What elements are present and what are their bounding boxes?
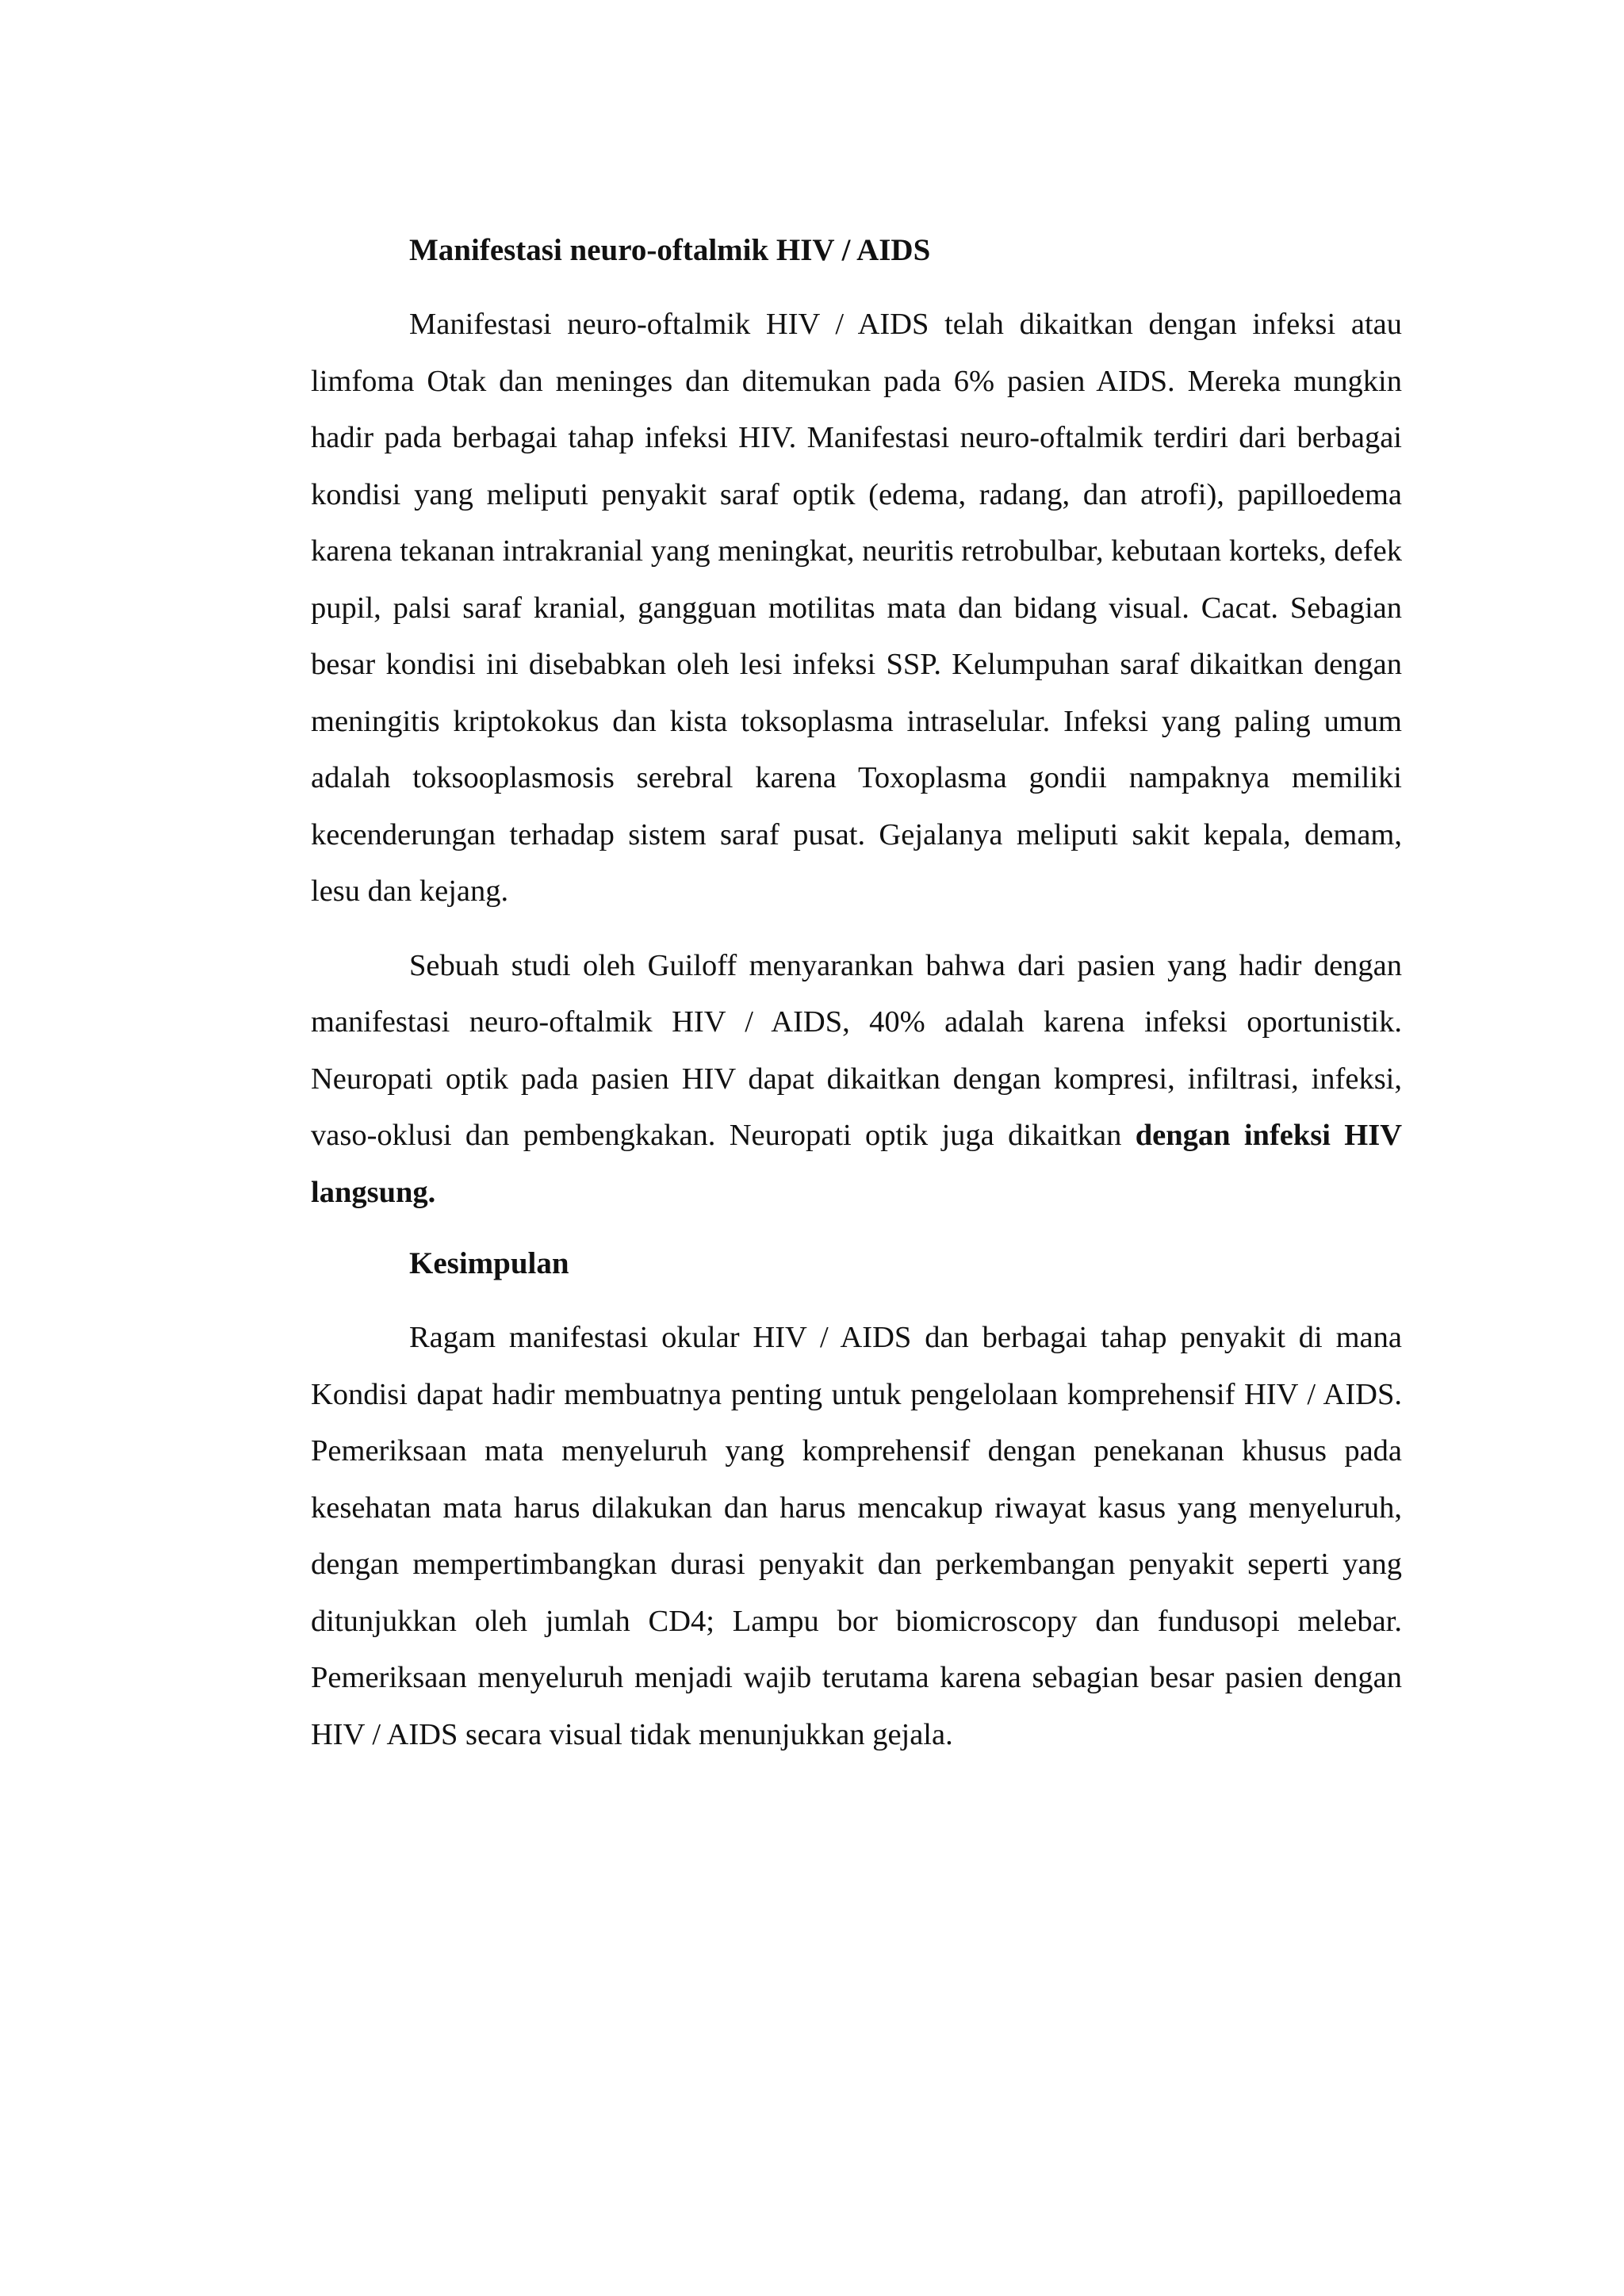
paragraph-guiloff-study-text: Sebuah studi oleh Guiloff menyarankan bahwa dari pasien yang hadir dengan manifestasi neuro-oftalmik HIV / AIDS, 40% adalah karena infeksi oportunistik. Neuropati optik pada pasien HIV dapat dikaitkan dengan kompresi, infiltrasi, infeksi, vaso-oklusi dan pembengkakan. Neuropati optik juga dikaitkan [311, 948, 1402, 1152]
section-heading-neuro-ophthalmic: Manifestasi neuro-oftalmik HIV / AIDS [409, 233, 931, 267]
section-heading-conclusion: Kesimpulan [409, 1246, 569, 1280]
paragraph-guiloff-study [311, 938, 1402, 1222]
paragraph-guiloff-study-bold-text: dengan infeksi HIV langsung. [311, 1119, 1402, 1209]
document-body [311, 225, 1402, 1763]
paragraph-neuro-ophthalmic-manifestations: Manifestasi neuro-oftalmik HIV / AIDS telah dikaitkan dengan infeksi atau limfoma Otak dan meninges dan ditemukan pada 6% pasien AIDS. Mereka mungkin hadir pada berbagai tahap infeksi HIV. Manifestasi neuro-oftalmik terdiri dari berbagai kondisi yang meliputi penyakit saraf optik (edema, radang, dan atrofi), papilloedema karena tekanan intrakranial yang meningkat, neuritis retrobulbar, kebutaan korteks, defek pupil, palsi saraf kranial, gangguan motilitas mata dan bidang visual. Cacat. Sebagian besar kondisi ini disebabkan oleh lesi infeksi SSP. Kelumpuhan saraf dikaitkan dengan meningitis kriptokokus dan kista toksoplasma intraselular. Infeksi yang paling umum adalah toksooplasmosis serebral karena Toxoplasma gondii nampaknya memiliki kecenderungan terhadap sistem saraf pusat. Gejalanya meliputi sakit kepala, demam, lesu dan kejang. [311, 308, 1402, 908]
paragraph-conclusion: Ragam manifestasi okular HIV / AIDS dan berbagai tahap penyakit di mana Kondisi dapat hadir membuatnya penting untuk pengelolaan komprehensif HIV / AIDS. Pemeriksaan mata menyeluruh yang komprehensif dengan penekanan khusus pada kesehatan mata harus dilakukan dan harus mencakup riwayat kasus yang menyeluruh, dengan mempertimbangkan durasi penyakit dan perkembangan penyakit seperti yang ditunjukkan oleh jumlah CD4; Lampu bor biomicroscopy dan fundusopi melebar. Pemeriksaan menyeluruh menjadi wajib terutama karena sebagian besar pasien dengan HIV / AIDS secara visual tidak menunjukkan gejala. [311, 1321, 1402, 1751]
